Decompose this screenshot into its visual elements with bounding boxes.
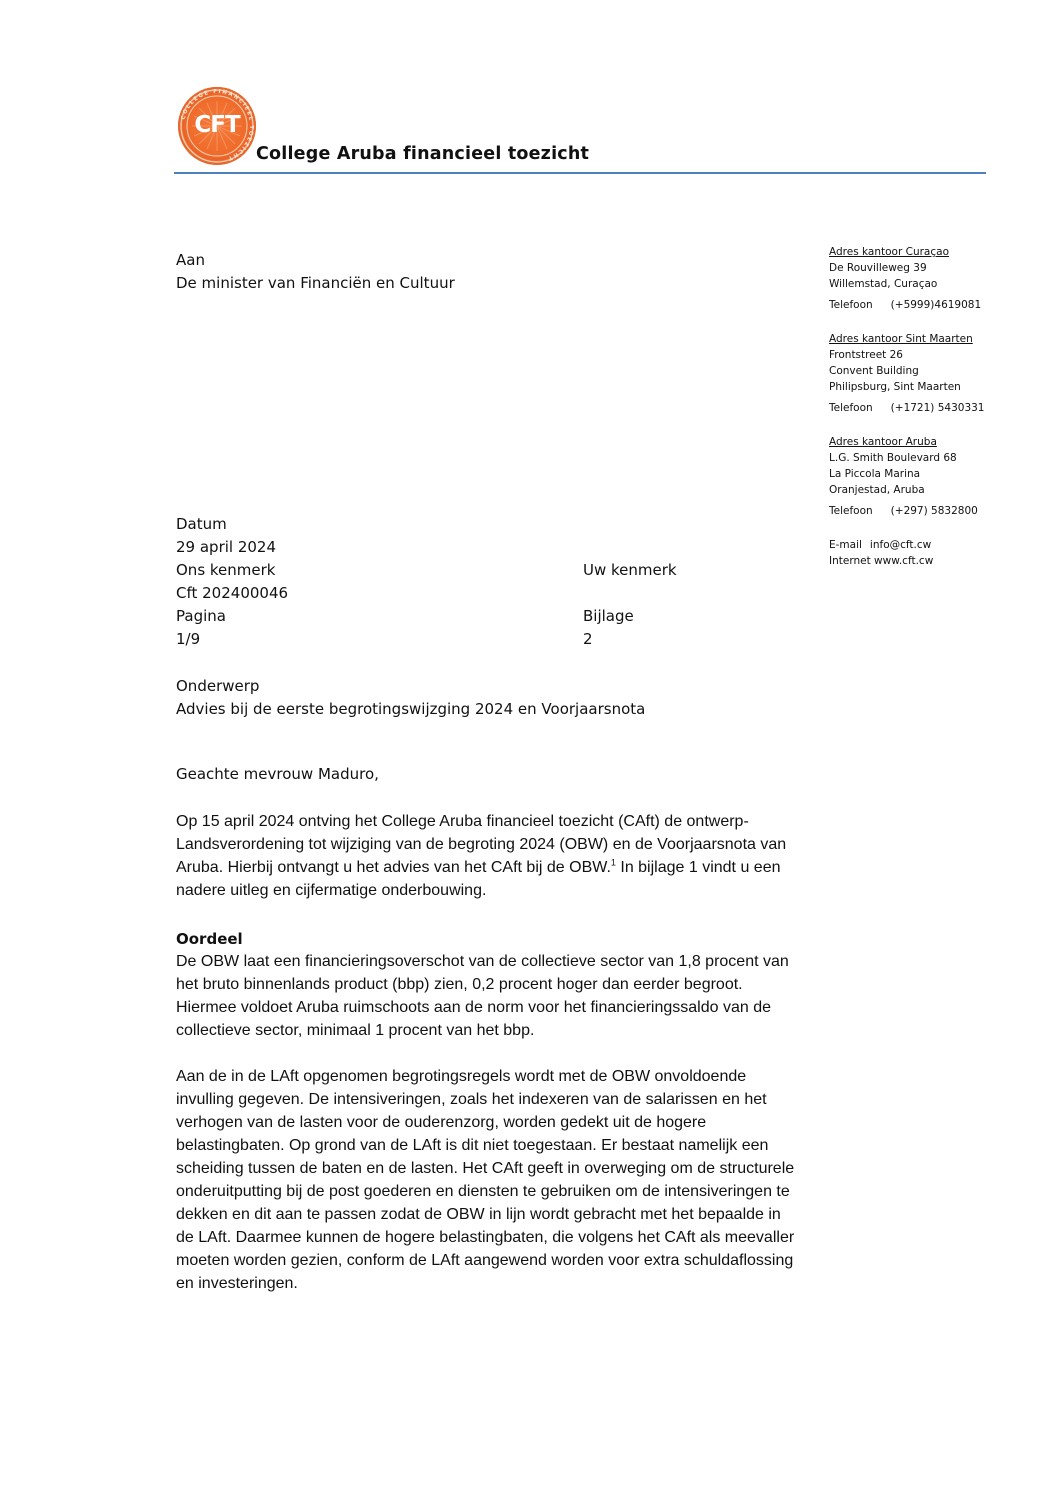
paragraph-line: en investeringen. [176, 1275, 298, 1292]
office-address-line: Philipsburg, Sint Maarten [829, 381, 961, 393]
paragraph-line: het bruto binnenlands product (bbp) zien, 0,2 procent hoger dan eerder begroot. [176, 976, 743, 993]
phone-number: (+297) 5832800 [890, 505, 978, 517]
ons-kenmerk-value: Cft 202400046 [176, 584, 289, 602]
org-title: College Aruba financieel toezicht [256, 144, 590, 164]
paragraph-line: Landsverordening tot wijziging van de begroting 2024 (OBW) en de Voorjaarsnota van [176, 836, 787, 853]
paragraph-text: Aruba. Hierbij ontvangt u het advies van het CAft bij de OBW. [176, 859, 611, 876]
paragraph-line: Op 15 april 2024 ontving het College Aruba financieel toezicht (CAft) de ontwerp- [176, 813, 749, 830]
paragraph-line: verhogen van de lasten voor de ouderenzorg, worden gedekt uit de hogere [176, 1114, 707, 1131]
subject-value: Advies bij de eerste begrotingswijzging 2024 en Voorjaarsnota [176, 700, 646, 718]
office-address-line: Convent Building [829, 365, 919, 377]
header-rule [174, 172, 986, 174]
paragraph-line: onderuitputting bij de post goederen en diensten te gebruiken om de intensiveringen te [176, 1183, 790, 1200]
pagina-value: 1/9 [176, 630, 201, 648]
email-row [829, 537, 933, 553]
addressee-value: De minister van Financiën en Cultuur [176, 274, 455, 292]
internet-row [829, 553, 933, 569]
salutation: Geachte mevrouw Maduro, [176, 765, 379, 783]
paragraph-line: moeten worden gezien, conform de LAft aangewend worden voor extra schuldaflossing [176, 1252, 794, 1269]
laft-paragraph [176, 1065, 876, 1295]
paragraph-line: de LAft. Daarmee kunnen de hogere belastingbaten, die volgens het CAft als meevaller [176, 1229, 795, 1246]
phone-number: (+1721) 5430331 [890, 402, 985, 414]
office-curacao [829, 244, 981, 313]
logo-text: CFT [194, 112, 240, 138]
bijlage-label: Bijlage [583, 607, 634, 625]
oordeel-heading: Oordeel [176, 930, 243, 948]
pagina-label: Pagina [176, 607, 226, 625]
office-phone [829, 503, 978, 519]
office-phone [829, 297, 981, 313]
ons-kenmerk-label: Ons kenmerk [176, 561, 276, 579]
paragraph-line: dekken en dit aan te passen zodat de OBW in lijn wordt gebracht met het bepaalde in [176, 1206, 781, 1223]
paragraph-text: In bijlage 1 vindt u een [615, 859, 781, 876]
phone-label: Telefoon [829, 505, 873, 517]
office-address-line: Oranjestad, Aruba [829, 484, 925, 496]
svg-text:COLLEGE FINANCIEEL TOEZICHT: COLLEGE FINANCIEEL TOEZICHT [180, 88, 255, 162]
addressee-label: Aan [176, 251, 205, 269]
paragraph-line: belastingbaten. Op grond van de LAft is dit niet toegestaan. Er bestaat namelijk een [176, 1137, 769, 1154]
paragraph-line: collectieve sector, minimaal 1 procent van het bbp. [176, 1022, 535, 1039]
subject-label: Onderwerp [176, 677, 260, 695]
internet-link[interactable]: www.cft.cw [874, 555, 934, 567]
office-aruba [829, 434, 978, 519]
datum-label: Datum [176, 515, 227, 533]
paragraph-line: Hiermee voldoet Aruba ruimschoots aan de norm voor het financieringssaldo van de [176, 999, 771, 1016]
office-address-line: L.G. Smith Boulevard 68 [829, 452, 957, 464]
office-title: Adres kantoor Curaçao [829, 246, 949, 258]
intro-paragraph [176, 810, 876, 902]
oordeel-paragraph [176, 950, 876, 1042]
paragraph-line: scheiding tussen de baten en de lasten. Het CAft geeft in overweging om de structurele [176, 1160, 795, 1177]
datum-value: 29 april 2024 [176, 538, 277, 556]
office-title: Adres kantoor Sint Maarten [829, 333, 973, 345]
paragraph-line: invulling gegeven. De intensiveringen, zoals het indexeren van de salarissen en het [176, 1091, 767, 1108]
internet-label: Internet [829, 555, 871, 567]
phone-number: (+5999)4619081 [890, 299, 982, 311]
email-link[interactable]: info@cft.cw [869, 539, 932, 551]
uw-kenmerk-label: Uw kenmerk [583, 561, 677, 579]
phone-label: Telefoon [829, 299, 873, 311]
paragraph-line: De OBW laat een financieringsoverschot van de collectieve sector van 1,8 procent van [176, 953, 789, 970]
phone-label: Telefoon [829, 402, 873, 414]
email-label: E-mail [829, 539, 862, 551]
office-sint-maarten [829, 331, 985, 416]
office-address-line: Willemstad, Curaçao [829, 278, 938, 290]
office-address-line: De Rouvilleweg 39 [829, 262, 927, 274]
office-phone [829, 400, 985, 416]
paragraph-line: nadere uitleg en cijfermatige onderbouwing. [176, 882, 487, 899]
paragraph-line: Aan de in de LAft opgenomen begrotingsregels wordt met de OBW onvoldoende [176, 1068, 747, 1085]
office-address-line: La Piccola Marina [829, 468, 921, 480]
footnote-ref[interactable]: 1 [610, 857, 616, 868]
contact-block [829, 537, 933, 569]
paragraph-line [176, 856, 876, 879]
office-address-line: Frontstreet 26 [829, 349, 903, 361]
office-title: Adres kantoor Aruba [829, 436, 937, 448]
cft-logo [178, 87, 256, 165]
bijlage-value: 2 [583, 630, 593, 648]
